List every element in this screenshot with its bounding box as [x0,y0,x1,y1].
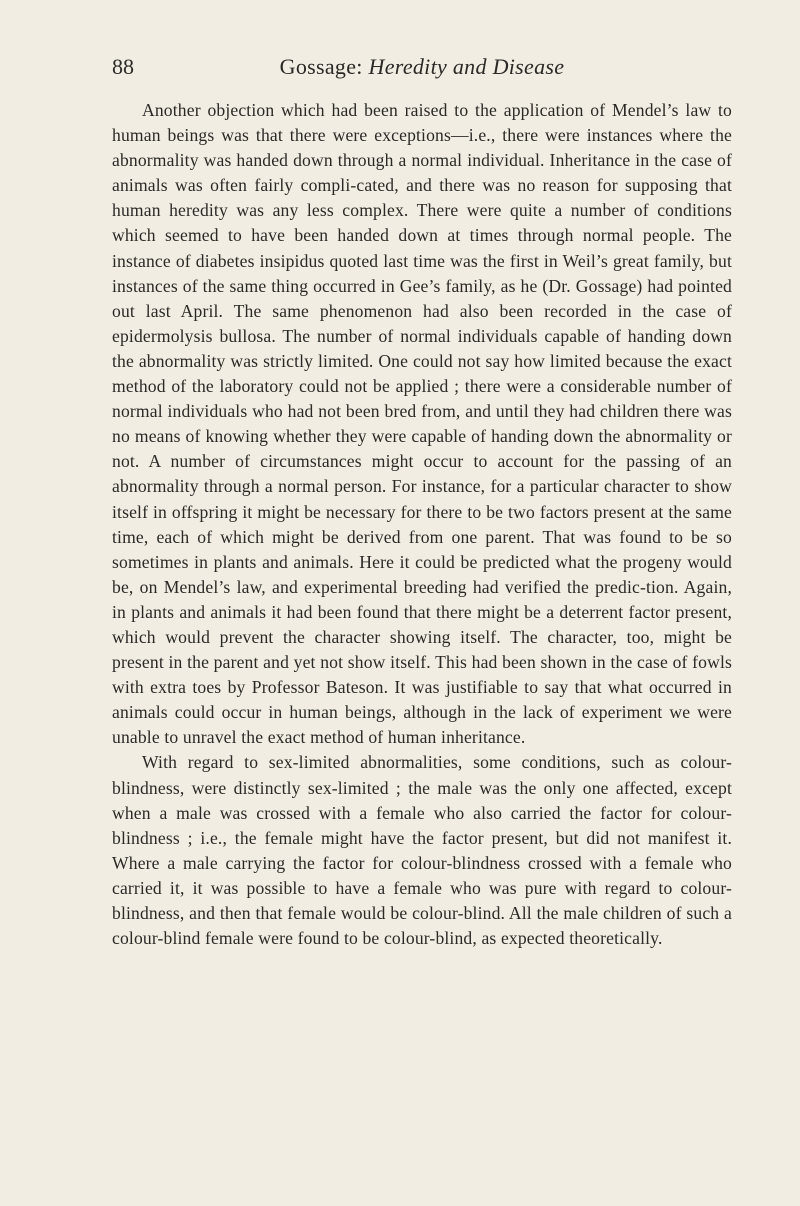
running-title-work: Heredity and Disease [368,54,565,79]
body-text [112,98,732,951]
paragraph: Another objection which had been raised to the application of Mendel’s law to human beings was that there were exceptions—i.e., there were instances where the abnormality was handed down through a normal individual. Inheritance in the case of animals was often fairly compli-cated, and there was no reason for supposing that human heredity was any less complex. There were quite a number of conditions which seemed to have been handed down at times through normal people. The instance of diabetes insipidus quoted last time was the first in Weil’s great family, but instances of the same thing occurred in Gee’s family, as he (Dr. Gossage) had pointed out last April. The same phenomenon had also been recorded in the case of epidermolysis bullosa. The number of normal individuals capable of handing down the abnormality was strictly limited. One could not say how limited because the exact method of the laboratory could not be applied ; there were a considerable number of normal individuals who had not been bred from, and until they had children there was no means of knowing whether they were capable of handing down the abnormality or not. A number of circumstances might occur to account for the passing of an abnormality through a normal person. For instance, for a particular character to show itself in offspring it might be necessary for there to be two factors present at the same time, each of which might be derived from one parent. That was found to be so sometimes in plants and animals. Here it could be predicted what the progeny would be, on Mendel’s law, and experimental breeding had verified the predic-tion. Again, in plants and animals it had been found that there might be a deterrent factor present, which would prevent the character showing itself. The character, too, might be present in the parent and yet not show itself. This had been shown in the case of fowls with extra toes by Professor Bateson. It was justifiable to say that what occurred in animals could occur in human beings, although in the lack of experiment we were unable to unravel the exact method of human inheritance. [112,100,732,748]
running-head [112,52,732,82]
running-title-separator: : [356,54,369,79]
page-number: 88 [112,54,134,79]
running-title [112,52,732,82]
running-title-author: Gossage [279,54,357,79]
paragraph: With regard to sex-limited abnormalities, some conditions, such as colour-blindness, were distinctly sex-limited ; the male was the only one affected, except when a male was crossed with a female who also carried the factor for colour-blindness ; i.e., the female might have the factor present, but did not manifest it. Where a male carrying the factor for colour-blindness crossed with a female who carried it, it was possible to have a female who was pure with regard to colour-blindness, and then that female would be colour-blind. All the male children of such a colour-blind female were found to be colour-blind, as expected theoretically. [112,752,732,949]
